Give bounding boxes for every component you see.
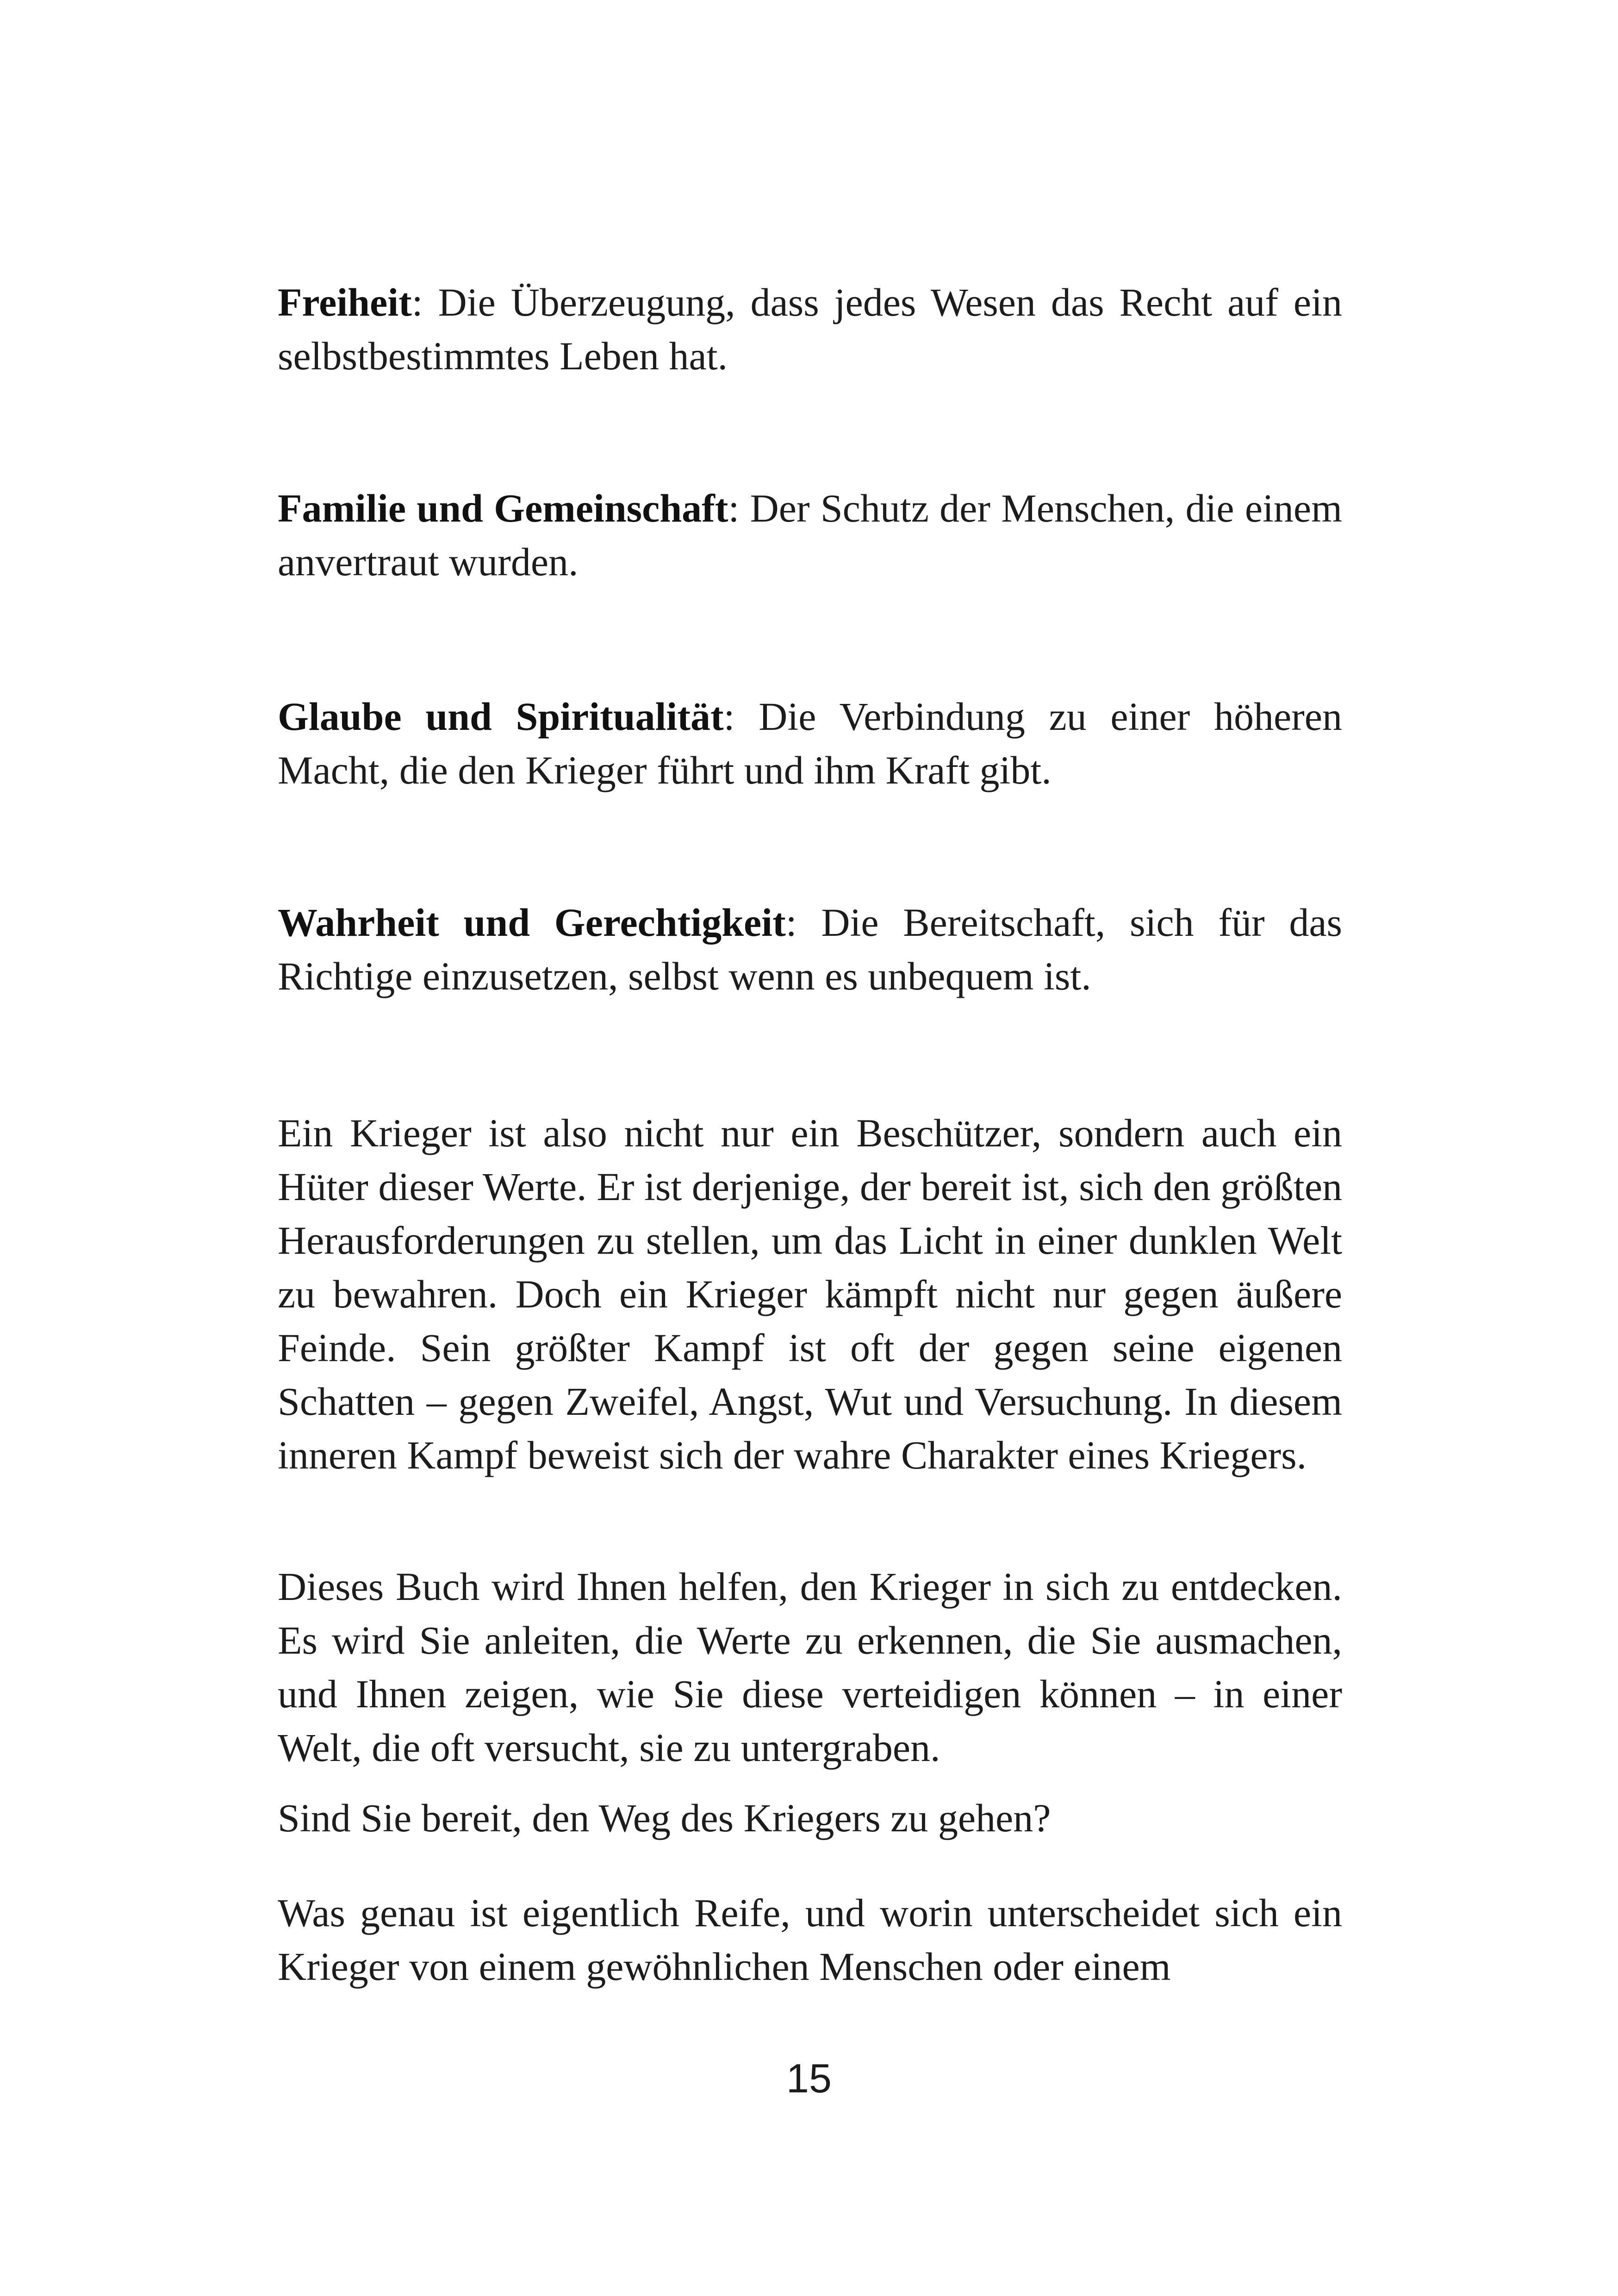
body-paragraph: Sind Sie bereit, den Weg des Kriegers zu gehen? bbox=[278, 1796, 1051, 1840]
definition-term: Glaube und Spiritualität bbox=[278, 694, 724, 739]
definition-text: : Die Überzeugung, dass jedes Wesen das Recht auf ein selbstbestimmtes Leben hat. bbox=[278, 280, 1342, 378]
body-paragraph: Ein Krieger ist also nicht nur ein Beschützer, sondern auch ein Hüter dieser Werte. Er ist derjenige, der bereit ist, sich den größten Herausforderungen zu stellen, um das Licht in einer dunklen Welt zu bewahren. Doch ein Krieger kämpft nicht nur gegen äußere Feinde. Sein größter Kampf ist oft der gegen seine eigenen Schatten – gegen Zweifel, Angst, Wut und Versuchung. In diesem inneren Kampf beweist sich der wahre Charakter eines Kriegers. bbox=[278, 1111, 1342, 1477]
definition-term: Wahrheit und Gerechtigkeit bbox=[278, 900, 786, 945]
definition-freiheit bbox=[278, 275, 1342, 383]
definition-familie bbox=[278, 481, 1342, 589]
page-number: 15 bbox=[786, 2055, 832, 2101]
body-paragraph: Was genau ist eigentlich Reife, und worin unterscheidet sich ein Krieger von einem gewöhnlichen Menschen oder einem bbox=[278, 1891, 1342, 1989]
definition-glaube bbox=[278, 690, 1342, 797]
definition-text: : Der Schutz der Menschen, die einem anvertraut wurden. bbox=[278, 486, 1342, 584]
definition-text: : Die Bereitschaft, sich für das Richtige einzusetzen, selbst wenn es unbequem ist. bbox=[278, 900, 1342, 998]
definition-term: Familie und Gemeinschaft bbox=[278, 486, 728, 530]
body-paragraph: Dieses Buch wird Ihnen helfen, den Krieger in sich zu entdecken. Es wird Sie anleiten, die Werte zu erkennen, die Sie ausmachen, und Ihnen zeigen, wie Sie diese verteidigen können – in einer Welt, die oft versucht, sie zu untergraben. bbox=[278, 1564, 1342, 1770]
definition-text: : Die Verbindung zu einer höheren Macht, die den Krieger führt und ihm Kraft gibt. bbox=[278, 694, 1342, 792]
definition-wahrheit bbox=[278, 896, 1342, 1003]
definition-term: Freiheit bbox=[278, 280, 412, 324]
